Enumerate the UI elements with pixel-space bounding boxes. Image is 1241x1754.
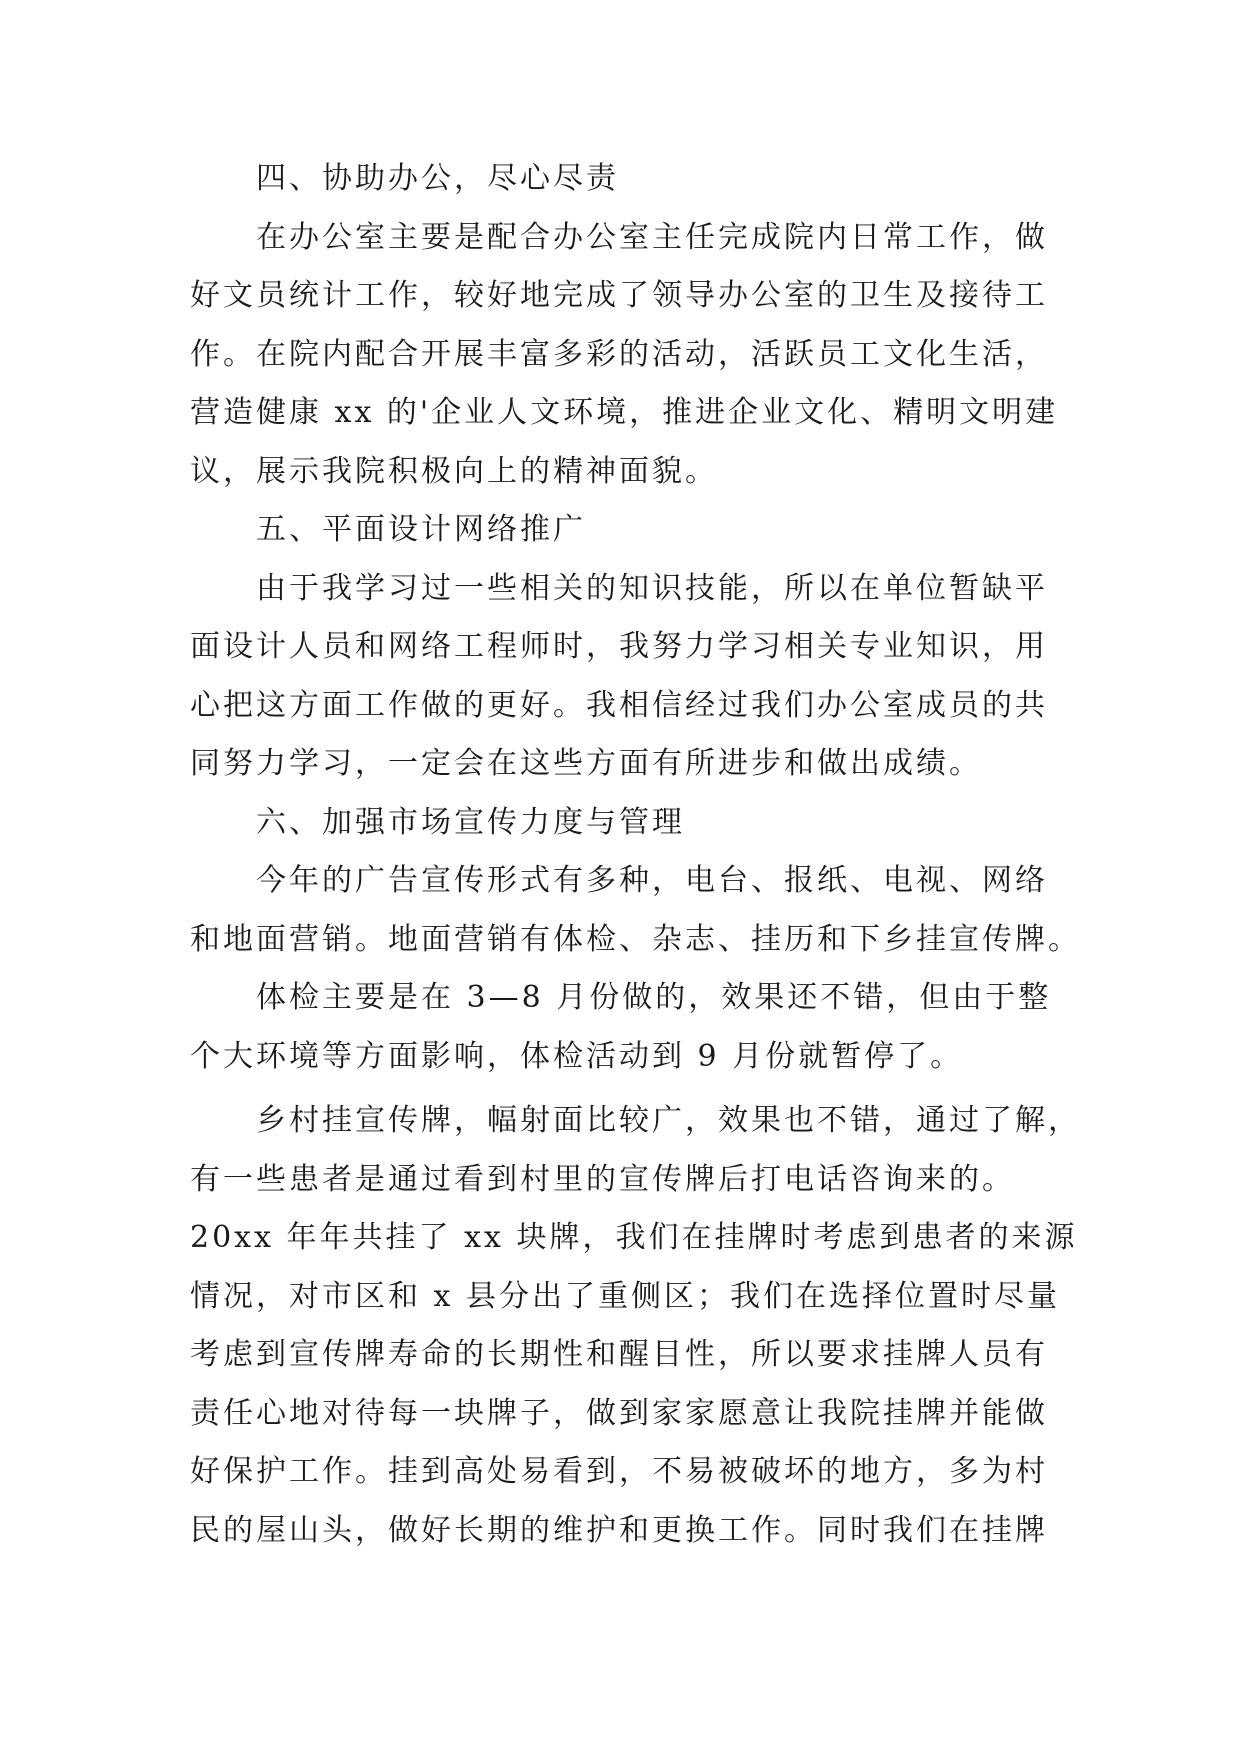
section-heading-4: 四、协助办公，尽心尽责 [256, 161, 619, 196]
section-heading-5: 五、平面设计网络推广 [256, 512, 586, 547]
paragraph-line: 个大环境等方面影响，体检活动到 9 月份就暂停了。 [190, 1038, 964, 1074]
paragraph-line: 好文员统计工作，较好地完成了领导办公室的卫生及接待工 [190, 278, 1048, 313]
paragraph-line: 同努力学习，一定会在这些方面有所进步和做出成绩。 [190, 746, 982, 781]
paragraph-line: 和地面营销。地面营销有体检、杂志、挂历和下乡挂宣传牌。 [190, 921, 1081, 957]
paragraph-line: 责任心地对待每一块牌子，做到家家愿意让我院挂牌并能做 [190, 1395, 1048, 1431]
paragraph-line: 作。在院内配合开展丰富多彩的活动，活跃员工文化生活， [190, 336, 1048, 372]
paragraph-line: 20xx 年年共挂了 xx 块牌，我们在挂牌时考虑到患者的来源 [190, 1220, 1078, 1255]
paragraph-line: 议，展示我院积极向上的精神面貌。 [190, 453, 718, 489]
paragraph-line: 考虑到宣传牌寿命的长期性和醒目性，所以要求挂牌人员有 [190, 1337, 1048, 1372]
section-heading-6: 六、加强市场宣传力度与管理 [256, 804, 685, 840]
paragraph-line: 好保护工作。挂到高处易看到，不易被破坏的地方，多为村 [190, 1454, 1048, 1489]
paragraph-health-checkup [190, 969, 1070, 1086]
paragraph-line: 心把这方面工作做的更好。我相信经过我们办公室成员的共 [190, 687, 1048, 723]
paragraph-line: 乡村挂宣传牌，幅射面比较广，效果也不错，通过了解， [256, 1103, 1081, 1138]
paragraph-line: 面设计人员和网络工程师时，我努力学习相关专业知识，用 [190, 629, 1048, 664]
paragraph-line: 情况，对市区和 x 县分出了重侧区；我们在选择位置时尽量 [190, 1278, 1060, 1314]
paragraph-line: 民的屋山头，做好长期的维护和更换工作。同时我们在挂牌 [190, 1512, 1048, 1548]
paragraph-graphic-design [190, 560, 1070, 794]
paragraph-line: 今年的广告宣传形式有多种，电台、报纸、电视、网络 [256, 863, 1048, 898]
paragraph-village-signboards [190, 1092, 1081, 1560]
paragraph-office-duties [190, 209, 1070, 502]
paragraph-line: 由于我学习过一些相关的知识技能，所以在单位暂缺平 [256, 570, 1048, 606]
document-body [190, 150, 1081, 1560]
paragraph-advertising-forms [190, 852, 1081, 969]
paragraph-line: 营造健康 xx 的'企业人文环境，推进企业文化、精明文明建 [190, 395, 1059, 430]
paragraph-line: 在办公室主要是配合办公室主任完成院内日常工作，做 [256, 219, 1048, 255]
paragraph-line: 体检主要是在 3—8 月份做的，效果还不错，但由于整 [256, 980, 1052, 1015]
paragraph-line: 有一些患者是通过看到村里的宣传牌后打电话咨询来的。 [190, 1161, 1015, 1197]
